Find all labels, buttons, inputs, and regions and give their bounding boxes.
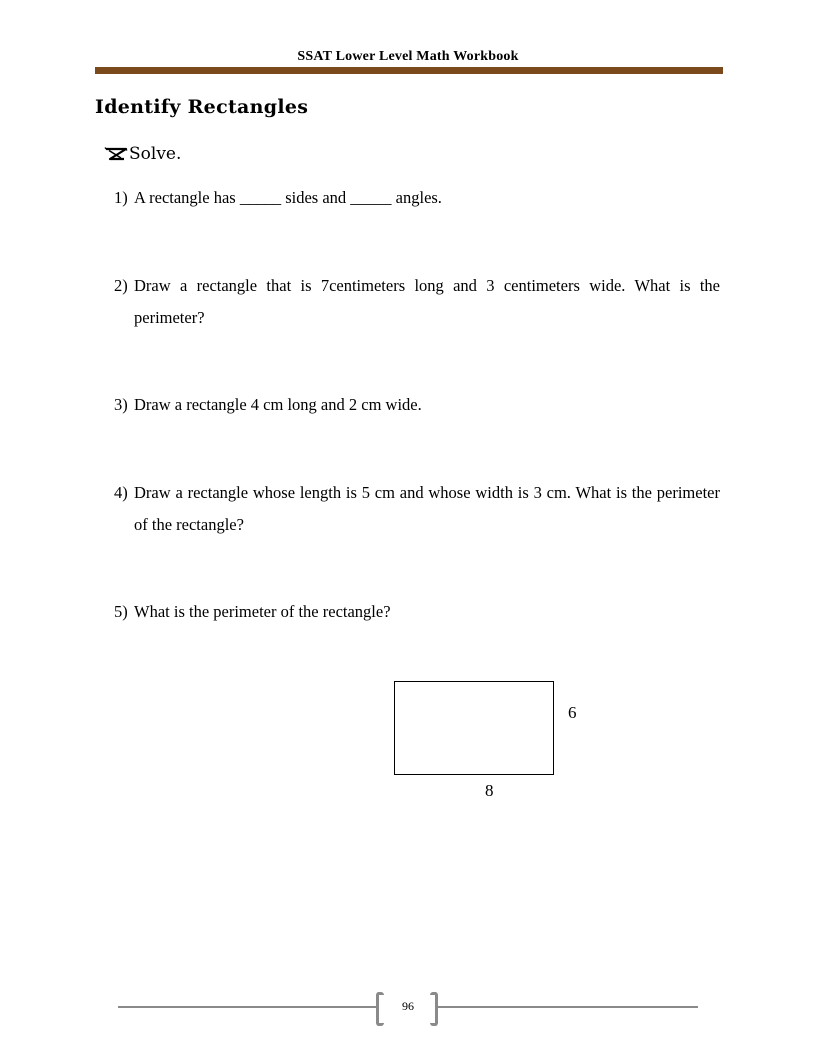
- footer-rule-right: [438, 1006, 698, 1008]
- left-bracket-icon: [376, 992, 384, 1026]
- rectangle-figure: [394, 681, 554, 775]
- question-text: What is the perimeter of the rectangle?: [134, 602, 391, 621]
- rectangle-width-label: 8: [485, 781, 494, 800]
- instruction: [104, 144, 181, 164]
- running-header: SSAT Lower Level Math Workbook: [297, 49, 519, 64]
- question-text: Draw a rectangle that is 7centimeters long and 3 centimeters wide. What is the perimeter?: [134, 276, 720, 327]
- question-text: Draw a rectangle 4 cm long and 2 cm wide.: [134, 395, 422, 414]
- rectangle-height-label: 6: [568, 703, 577, 722]
- question-text: Draw a rectangle whose length is 5 cm and whose width is 3 cm. What is the perimeter of the rectangle?: [134, 483, 720, 534]
- instruction-text: Solve.: [129, 144, 182, 164]
- question-1: [114, 182, 720, 214]
- question-5: [114, 596, 720, 628]
- question-4: [114, 477, 720, 541]
- question-number: 2): [114, 276, 128, 295]
- question-number: 3): [114, 395, 128, 414]
- pencil-icon: [104, 146, 129, 163]
- section-title: Identify Rectangles: [95, 96, 309, 118]
- right-bracket-icon: [430, 992, 438, 1026]
- footer-rule-left: [118, 1006, 376, 1008]
- question-2: [114, 270, 720, 334]
- question-number: 4): [114, 483, 128, 502]
- question-text: A rectangle has _____ sides and _____ angles.: [134, 188, 442, 207]
- question-3: [114, 389, 720, 421]
- header-rule: [95, 67, 723, 74]
- question-number: 5): [114, 602, 128, 621]
- page-number: 96: [402, 999, 414, 1013]
- question-number: 1): [114, 188, 128, 207]
